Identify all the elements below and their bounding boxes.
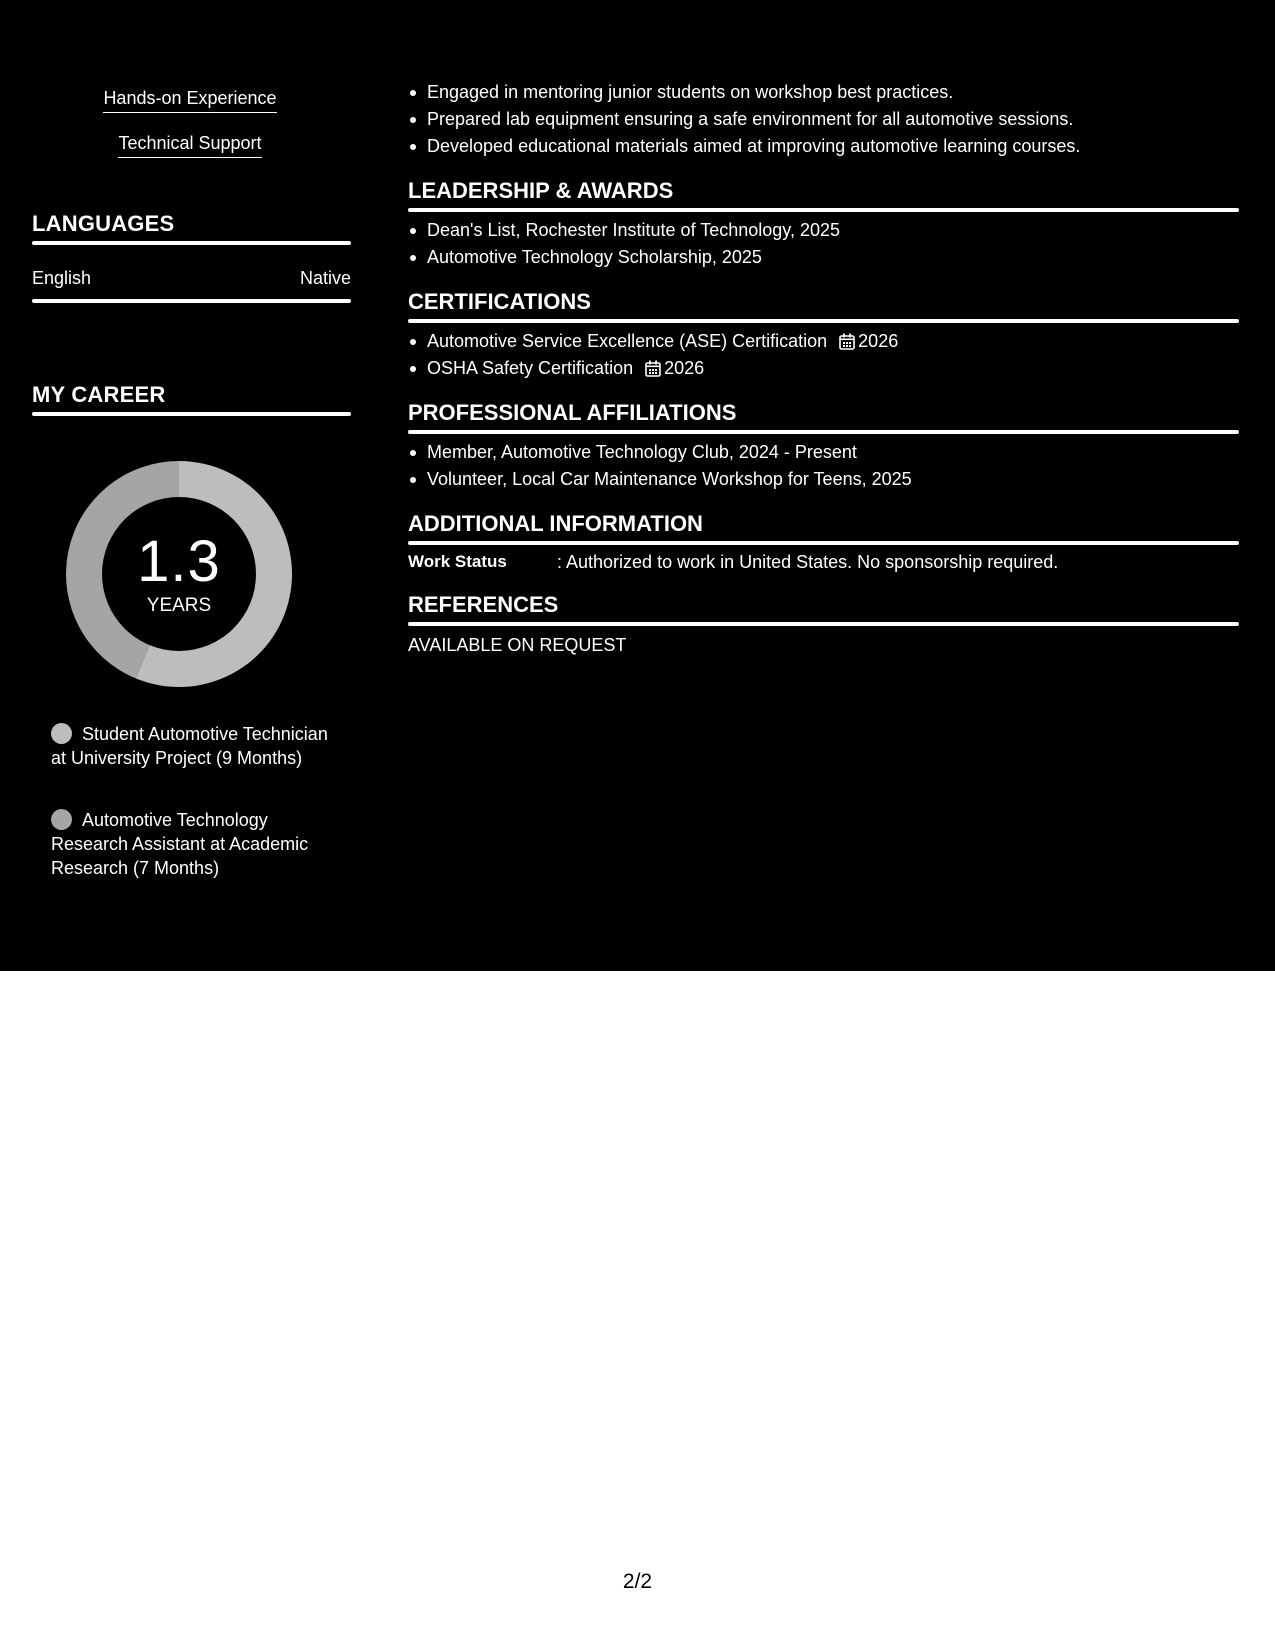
language-name: English bbox=[32, 268, 92, 288]
list-item: Dean's List, Rochester Institute of Technology, 2025 bbox=[408, 217, 1239, 244]
calendar-icon bbox=[839, 333, 855, 350]
experience-bullets bbox=[408, 79, 1239, 160]
languages-heading: LANGUAGES bbox=[32, 211, 175, 236]
career-total bbox=[66, 461, 292, 687]
career-years-value: 1.3 bbox=[137, 529, 221, 594]
language-row bbox=[32, 268, 351, 289]
leadership-heading: LEADERSHIP & AWARDS bbox=[408, 178, 674, 203]
calendar-icon bbox=[645, 360, 661, 377]
list-item: Volunteer, Local Car Maintenance Workshop for Teens, 2025 bbox=[408, 466, 1239, 493]
additional-info-heading: ADDITIONAL INFORMATION bbox=[408, 511, 703, 536]
list-item: Developed educational materials aimed at improving automotive learning courses. bbox=[408, 133, 1239, 160]
certification-year: 2026 bbox=[664, 358, 705, 378]
list-item: Prepared lab equipment ensuring a safe environment for all automotive sessions. bbox=[408, 106, 1239, 133]
work-status-value: : Authorized to work in United States. No sponsorship required. bbox=[557, 552, 1059, 572]
references-text: AVAILABLE ON REQUEST bbox=[408, 635, 627, 655]
heading-rule bbox=[32, 412, 351, 416]
career-years-unit: YEARS bbox=[146, 595, 212, 616]
sidebar bbox=[0, 0, 380, 971]
list-item: Engaged in mentoring junior students on workshop best practices. bbox=[408, 79, 1239, 106]
career-heading: MY CAREER bbox=[32, 382, 166, 407]
page-number: 2/2 bbox=[622, 1570, 653, 1593]
heading-rule bbox=[408, 430, 1239, 434]
language-level: Native bbox=[299, 268, 351, 288]
career-legend-item: Automotive Technology Research Assistant at Academic Research (7 Months) bbox=[51, 810, 309, 878]
heading-rule bbox=[408, 541, 1239, 545]
list-item: Member, Automotive Technology Club, 2024 - Present bbox=[408, 439, 1239, 466]
references-heading: REFERENCES bbox=[408, 592, 559, 617]
heading-rule bbox=[408, 208, 1239, 212]
skill-item: Technical Support bbox=[0, 133, 380, 158]
certification-item: Automotive Service Excellence (ASE) Certification 2026 bbox=[408, 328, 1239, 355]
certification-year: 2026 bbox=[858, 331, 899, 351]
heading-rule bbox=[32, 241, 351, 245]
heading-rule bbox=[408, 319, 1239, 323]
legend-dot bbox=[51, 809, 72, 830]
language-rule bbox=[32, 299, 351, 303]
affiliations-list bbox=[408, 439, 1239, 493]
legend-dot bbox=[51, 723, 72, 744]
skill-item: Hands-on Experience bbox=[0, 88, 380, 113]
heading-rule bbox=[408, 622, 1239, 626]
certification-item: OSHA Safety Certification 2026 bbox=[408, 355, 1239, 382]
list-item: Automotive Technology Scholarship, 2025 bbox=[408, 244, 1239, 271]
work-status-label: Work Status bbox=[408, 552, 507, 571]
certifications-heading: CERTIFICATIONS bbox=[408, 289, 591, 314]
career-legend-item: Student Automotive Technician at University Project (9 Months) bbox=[51, 724, 328, 768]
affiliations-heading: PROFESSIONAL AFFILIATIONS bbox=[408, 400, 737, 425]
leadership-list bbox=[408, 217, 1239, 271]
certifications-list bbox=[408, 328, 1239, 382]
